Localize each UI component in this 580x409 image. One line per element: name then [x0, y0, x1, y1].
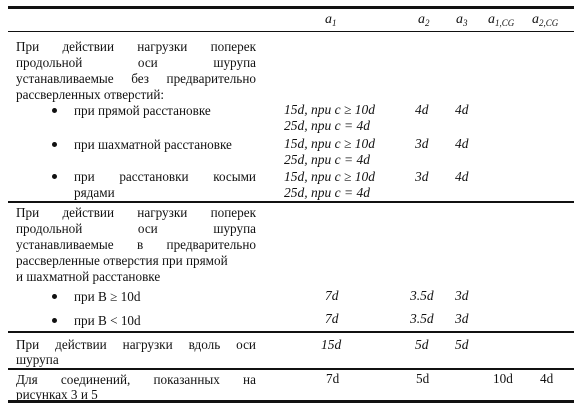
bullet-icon: [52, 108, 57, 113]
s2-row2-a1: 7d: [325, 311, 339, 326]
s2-line3: устанавливаемые в предварительно: [16, 237, 256, 252]
s3-a3: 5d: [455, 337, 469, 352]
s1-row2-a1-line2: 25d, при c = 4d: [284, 152, 370, 167]
bullet-icon: [52, 174, 57, 179]
s2-row1-a3: 3d: [455, 288, 469, 303]
header-a1: $a_1$: [325, 12, 337, 28]
s3-a2: 5d: [415, 337, 429, 352]
s1-row3-a2: 3d: [415, 169, 429, 184]
s1-row1-a1-line2: 25d, при c = 4d: [284, 118, 370, 133]
s2-row2-a3: 3d: [455, 311, 469, 326]
s4-line2: рисунках 3 и 5: [16, 387, 98, 402]
s2-row2-a2: 3.5d: [410, 311, 434, 326]
s1-row3-a3: 4d: [455, 169, 469, 184]
s1-row1-label: при прямой расстановке: [74, 103, 211, 118]
s4-line1: Для соединений, показанных на: [16, 372, 256, 387]
s2-row1-a1: 7d: [325, 288, 339, 303]
section1-rule: [8, 201, 574, 203]
header-a2: $a_2$: [418, 12, 430, 28]
s2-row2-label: при B < 10d: [74, 313, 141, 328]
s1-line3: устанавливаемые без предварительно: [16, 71, 256, 86]
s3-line2: шурупа: [16, 352, 59, 367]
header-a3: $a_3$: [456, 12, 468, 28]
s1-line2: продольной оси шурупа: [16, 55, 256, 70]
s1-row2-a1-line1: 15d, при c ≥ 10d: [284, 136, 376, 151]
s2-line4: рассверленные отверстия при прямой: [16, 253, 228, 268]
bullet-icon: [52, 294, 57, 299]
s4-a2cg: 4d: [540, 371, 554, 386]
s4-a1cg: 10d: [493, 371, 513, 386]
s3-line1: При действии нагрузки вдоль оси: [16, 337, 256, 352]
s4-a2: 5d: [416, 371, 430, 386]
s3-a1: 15d: [321, 337, 342, 352]
s2-line5: и шахматной расстановке: [16, 269, 161, 284]
section3-rule: [8, 368, 574, 370]
top-rule: [8, 6, 574, 9]
s1-line4: рассверленных отверстий:: [16, 87, 165, 102]
s1-row1-a3: 4d: [455, 102, 469, 117]
s1-line1: При действии нагрузки поперек: [16, 39, 256, 54]
s1-row3-a1-line2: 25d, при c = 4d: [284, 185, 370, 200]
s4-a1: 7d: [326, 371, 340, 386]
s1-row2-label: при шахматной расстановке: [74, 137, 232, 152]
s1-row2-a3: 4d: [455, 136, 469, 151]
s1-row1-a1-line1: 15d, при c ≥ 10d: [284, 102, 376, 117]
s2-row1-label: при B ≥ 10d: [74, 289, 141, 304]
section2-rule: [8, 331, 574, 333]
s1-row3-label-line1: при расстановки косыми: [74, 169, 256, 184]
bullet-icon: [52, 142, 57, 147]
bullet-icon: [52, 318, 57, 323]
s1-row2-a2: 3d: [415, 136, 429, 151]
s2-line2: продольной оси шурупа: [16, 221, 256, 236]
s1-row3-a1-line1: 15d, при c ≥ 10d: [284, 169, 376, 184]
s1-row1-a2: 4d: [415, 102, 429, 117]
header-a1cg: $a_{1,CG}$: [488, 12, 515, 28]
s2-row1-a2: 3.5d: [410, 288, 434, 303]
header-a2cg: $a_{2,CG}$: [532, 12, 559, 28]
header-rule: [8, 31, 574, 32]
s2-line1: При действии нагрузки поперек: [16, 205, 256, 220]
s1-row3-label-line2: рядами: [74, 185, 115, 200]
